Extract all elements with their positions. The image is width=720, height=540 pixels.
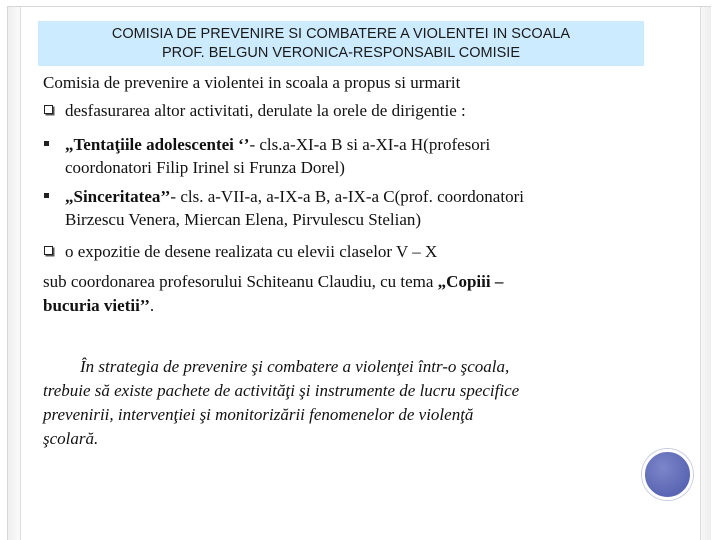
list-item-2-title: „Tentaţiile adolescentei ‘’	[65, 135, 250, 154]
title-line-1: COMISIA DE PREVENIRE SI COMBATERE A VIOLENTEI IN SCOALA	[111, 25, 571, 42]
list-item-2-text: - cls.a-XI-a B si a-XI-a H(profesori	[249, 135, 491, 154]
list-item-3-text: - cls. a-VII-a, a-IX-a B, a-IX-a C(prof. coordonatori	[170, 187, 524, 206]
closing-text: sub coordonarea profesorului Schiteanu Claudiu, cu tema	[43, 272, 438, 291]
list-item-3-line2: Birzescu Venera, Miercan Elena, Pirvulescu Stelian)	[65, 210, 422, 229]
checkbox-bullet-icon	[44, 105, 53, 114]
square-bullet-icon	[44, 141, 49, 146]
checkbox-bullet-icon	[44, 246, 53, 255]
closing-period: .	[149, 296, 155, 315]
list-item-3-title: „Sinceritatea’’	[65, 187, 171, 206]
strategy-line-1: În strategia de prevenire şi combatere a violenţei într-o şcoala,	[80, 357, 510, 376]
list-item-4: o expozitie de desene realizata cu elevii claselor V – X	[65, 242, 438, 261]
strategy-line-3: prevenirii, intervenţiei şi monitorizării fenomenelor de violenţă	[43, 405, 474, 424]
closing-theme: „Copiii –	[437, 272, 504, 291]
intro-text: Comisia de prevenire a violentei in scoala a propus si urmarit	[43, 73, 461, 92]
closing-line-2	[43, 295, 154, 316]
strategy-line-2: trebuie să existe pachete de activităţi şi instrumente de lucru specifice	[43, 381, 520, 400]
list-item-2	[65, 134, 490, 155]
square-bullet-icon	[44, 193, 49, 198]
strategy-line-4: şcolară.	[43, 429, 99, 448]
list-item-2-line2: coordonatori Filip Irinel si Frunza Dorel)	[65, 158, 345, 177]
list-item-1: desfasurarea altor activitati, derulate la orele de dirigentie :	[65, 101, 466, 120]
closing-line-1	[43, 271, 503, 292]
closing-theme-end: bucuria vietii’’	[43, 296, 150, 315]
list-item-3	[65, 186, 524, 207]
decorative-circle	[642, 449, 693, 500]
title-line-2: PROF. BELGUN VERONICA-RESPONSABIL COMISIE	[161, 44, 520, 61]
